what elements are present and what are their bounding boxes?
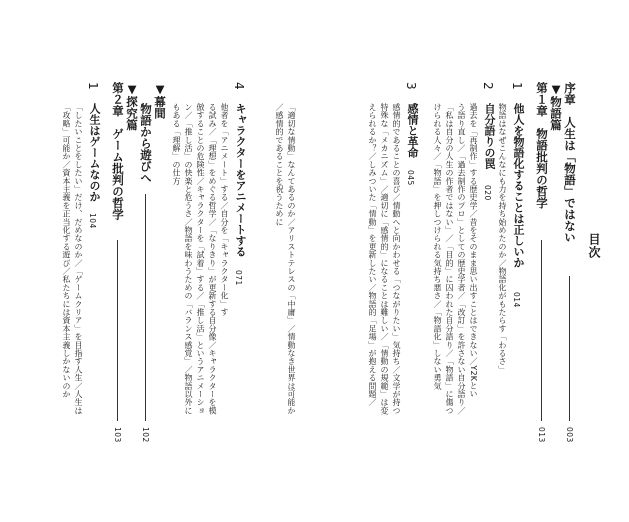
section-description-line: 「私は自分の人生の作者ではない」／「目的」に囚われた自分語り／「物語」に傷つ <box>445 103 454 415</box>
section-title[interactable]: 人生はゲームなのか <box>88 103 101 202</box>
chapter1-heading[interactable]: 第１章 物語批判の哲学 <box>535 82 549 209</box>
section-number: 2 <box>481 82 495 90</box>
section-description-line: る試み／「理想」をめぐる哲学／「なりきり」が更新する自分像／キャラクターを模 <box>208 103 217 415</box>
section-description-line: 物語はなぜこんなにも力を持ち始めたのか／物語化がもたらす「わるさ」 <box>498 103 507 374</box>
section-page-number: 020 <box>483 185 492 201</box>
prologue-page-number: 003 <box>565 427 574 443</box>
section-title[interactable]: 他人を物語化することは正しいか <box>512 103 525 268</box>
section-description-line: 「したいことをしたい」だけ、だめなのか／「ゲームクリア」を目指す人生／人生は <box>74 103 83 415</box>
part1-label: ▼物語篇 <box>549 82 563 131</box>
part2-label: ▼探究篇 <box>125 82 139 131</box>
chapter2-heading[interactable]: 第２章 ゲーム批判の哲学 <box>111 82 125 220</box>
section-number: 1 <box>86 82 100 90</box>
section-number: 4 <box>232 82 246 90</box>
section-page-number: 104 <box>88 213 97 229</box>
interlude-heading[interactable]: 物語から遊びへ <box>139 103 153 184</box>
section-page-number: 045 <box>406 170 415 186</box>
chapter1-page-number: 013 <box>537 427 546 443</box>
prologue-leader-line <box>569 276 570 421</box>
section-number: 1 <box>510 82 524 90</box>
prologue-heading[interactable]: 序章 人生は「物語」ではない <box>563 82 577 243</box>
chapter1-leader-line <box>541 240 542 421</box>
section-description-line: 「攻略」可能か／資本主義を正当化する遊び／私たちには資本主義しかないのか <box>62 103 71 399</box>
section-description-line: 倣することの危険性／キャラクターを「試着」する／「推し活」というアニメーショ <box>196 103 205 415</box>
section-description-line: 感情的であることの喜び／情動へと向かわせる「つながりたい」気持ち／文学が持つ <box>392 103 401 415</box>
section-title[interactable]: 感情と革命 <box>406 103 419 158</box>
section-description-line: けられる人々／「物語」を押しつけられる気持ち悪さ／「物語化」しない勇気 <box>433 103 442 390</box>
section-page-number: 071 <box>234 270 243 286</box>
toc-title: 目次 <box>587 233 601 259</box>
section-description-line: もある「理解」の仕方 <box>172 103 181 185</box>
section-page-number: 014 <box>512 292 521 308</box>
section-title[interactable]: キャラクターをアニメートする <box>234 103 247 257</box>
section-description-line: 特殊な「メカニズム」／適切に「感情的」になることは難しい／「情動の規範」は変 <box>380 103 389 415</box>
section-title[interactable]: 自分語りの罠 <box>483 103 496 169</box>
interlude-leader-line <box>145 194 146 421</box>
section-description-line: う語り直し／「過去制作のプロ」としての歴史学者／「改訂」を許さない自分語り／ <box>457 103 466 415</box>
section-description-line: えられるか？／しみついた「情動」を更新したい／物語的「足場」が抱える問題／ <box>368 103 377 407</box>
chapter2-page-number: 103 <box>113 427 122 443</box>
chapter2-leader-line <box>117 240 118 421</box>
section-description-line: 過去を「再制作」する歴史学／昔をそのまま思い出すことはできない／Y2Kとい <box>469 103 478 398</box>
section-number: 3 <box>404 82 418 90</box>
interlude-page-number: 102 <box>141 427 150 443</box>
interlude-label: ▼幕間 <box>153 82 167 119</box>
section-description-line: 他者を「アニメート」する／自分を「キャラクター化」す <box>220 103 229 317</box>
section-description-line: ン／「推し活」の快楽と危うさ／物語を味わうための「バランス感覚」／物語以外に <box>184 103 193 415</box>
section-description-line: ／感情的であることを祝うために <box>275 103 284 226</box>
section-description-line: 「適切な情動」なんてあるのか／アリストテレスの「中庸」／情動なき世界は可能か <box>287 103 296 415</box>
